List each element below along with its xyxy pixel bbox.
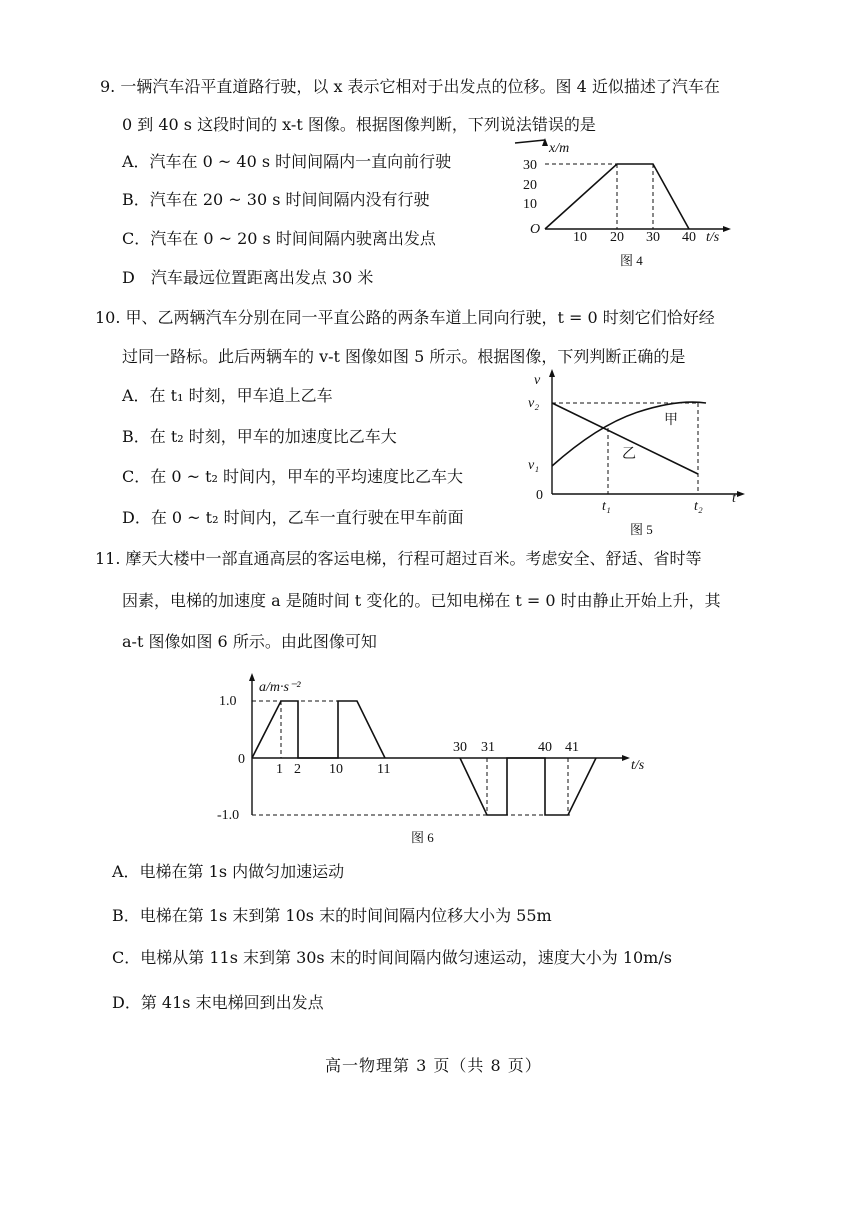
y-tick-30: 30 <box>523 158 537 173</box>
x-tick-11: 11 <box>377 762 391 777</box>
t-axis-label: t <box>732 491 736 506</box>
jia-label: 甲 <box>664 413 678 428</box>
y-tick-1: 1.0 <box>219 694 237 709</box>
figure-4-x-t-graph <box>515 140 730 270</box>
q10-option-d: D．在 0 ~ t₂ 时间内，乙车一直行驶在甲车前面 <box>122 508 464 527</box>
y-tick-20: 20 <box>523 178 537 193</box>
q10-option-b: B．在 t₂ 时刻，甲车的加速度比乙车大 <box>122 427 397 446</box>
v2-label: v₂ <box>528 396 540 411</box>
q10-option-a: A．在 t₁ 时刻，甲车追上乙车 <box>122 386 333 405</box>
t2-label: t₂ <box>694 499 703 514</box>
x-tick-10: 10 <box>573 230 587 245</box>
q11-option-a: A．电梯在第 1s 内做匀加速运动 <box>112 862 345 881</box>
figure-6-caption: 图 6 <box>411 830 434 845</box>
origin-label: 0 <box>536 488 543 503</box>
y-tick-10: 10 <box>523 197 537 212</box>
a-t-curve-positive <box>252 701 385 758</box>
y-tick-0: 0 <box>238 752 245 767</box>
y-tick-neg1: -1.0 <box>217 808 240 823</box>
yi-label: 乙 <box>622 447 636 462</box>
q9-option-a: A．汽车在 0 ~ 40 s 时间间隔内一直向前行驶 <box>122 152 452 171</box>
q9-stem-line2: 0 到 40 s 这段时间的 x-t 图像。根据图像判断，下列说法错误的是 <box>122 115 596 134</box>
figure-6-a-t-graph <box>215 670 685 850</box>
q11-option-c: C．电梯从第 11s 末到第 30s 末的时间间隔内做匀速运动，速度大小为 10m/s <box>112 948 672 967</box>
x-tick-30: 30 <box>646 230 660 245</box>
x-axis-label: t/s <box>706 230 720 245</box>
q10-option-c: C．在 0 ~ t₂ 时间内，甲车的平均速度比乙车大 <box>122 467 464 486</box>
a-axis-label: a/m·s⁻² <box>259 680 301 695</box>
q9-stem-line1: 9. 一辆汽车沿平直道路行驶，以 x 表示它相对于出发点的位移。图 4 近似描述了汽车在 <box>100 77 720 96</box>
q10-stem-line1: 10. 甲、乙两辆汽车分别在同一平直公路的两条车道上同向行驶，t = 0 时刻它们恰好经 <box>95 308 715 327</box>
t-axis-label: t/s <box>631 758 645 773</box>
v-axis-label: v <box>534 373 541 388</box>
a-t-curve-negative <box>460 758 596 815</box>
q11-stem-line1: 11. 摩天大楼中一部直通高层的客运电梯，行程可超过百米。考虑安全、舒适、省时等 <box>95 549 702 568</box>
q11-option-b: B．电梯在第 1s 末到第 10s 末的时间间隔内位移大小为 55m <box>112 906 552 925</box>
y-axis-label: x/m <box>549 141 570 156</box>
q9-option-d: D 汽车最远位置距离出发点 30 米 <box>122 268 374 287</box>
t1-label: t₁ <box>602 499 611 514</box>
origin-label: O <box>530 222 541 237</box>
q11-option-d: D．第 41s 末电梯回到出发点 <box>112 993 324 1012</box>
figure-5-v-t-graph <box>528 370 753 540</box>
q9-option-c: C．汽车在 0 ~ 20 s 时间间隔内驶离出发点 <box>122 229 436 248</box>
x-tick-40: 40 <box>682 230 696 245</box>
x-tick-20: 20 <box>610 230 624 245</box>
x-tick-10: 10 <box>329 762 343 777</box>
x-tick-41: 41 <box>565 740 579 755</box>
figure-4-caption: 图 4 <box>620 253 643 268</box>
x-tick-30: 30 <box>453 740 467 755</box>
page-footer: 高一物理第 3 页（共 8 页） <box>325 1056 542 1075</box>
x-tick-1: 1 <box>276 762 283 777</box>
q9-option-b: B．汽车在 20 ~ 30 s 时间间隔内没有行驶 <box>122 190 430 209</box>
q11-stem-line2: 因素，电梯的加速度 a 是随时间 t 变化的。已知电梯在 t = 0 时由静止开始上升，其 <box>122 591 721 610</box>
q11-stem-line3: a-t 图像如图 6 所示。由此图像可知 <box>122 632 377 651</box>
x-tick-40: 40 <box>538 740 552 755</box>
y-axis <box>515 140 545 143</box>
v1-label: v₁ <box>528 458 540 473</box>
figure-5-caption: 图 5 <box>630 522 653 537</box>
q10-stem-line2: 过同一路标。此后两辆车的 v-t 图像如图 5 所示。根据图像，下列判断正确的是 <box>122 347 686 366</box>
x-tick-2: 2 <box>294 762 301 777</box>
x-tick-31: 31 <box>481 740 495 755</box>
